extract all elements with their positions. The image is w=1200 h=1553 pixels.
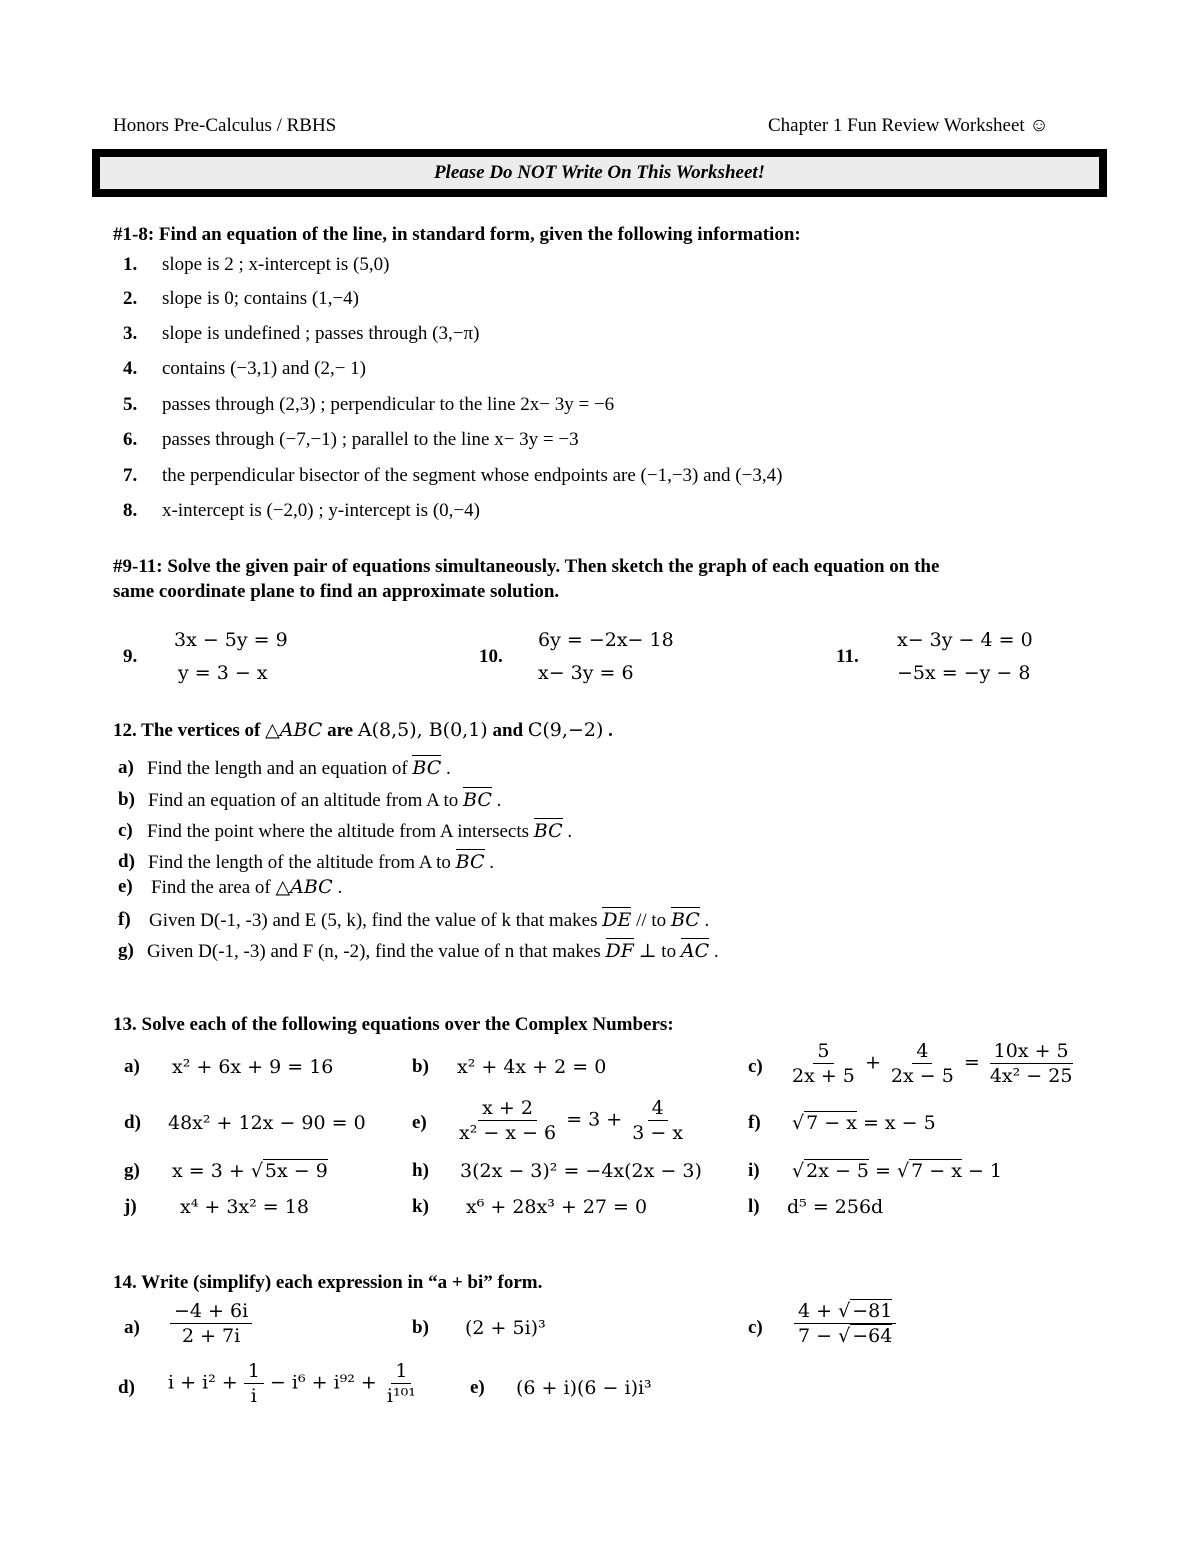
section-4-title: 13. Solve each of the following equations over the Complex Numbers:	[113, 1014, 674, 1035]
denominator: 2x − 5	[890, 1065, 954, 1087]
numerator-lead: 4 +	[798, 1300, 839, 1322]
operator: = 3 +	[566, 1108, 623, 1131]
equation-13a: x² + 6x + 9 = 16	[172, 1056, 334, 1078]
part-label: e)	[470, 1377, 485, 1398]
equation-13k: x⁶ + 28x³ + 27 = 0	[466, 1196, 648, 1218]
item-number: 5.	[123, 394, 138, 415]
system-equation: x− 3y = 6	[538, 662, 634, 684]
part-text	[148, 851, 494, 874]
part-prompt: Find the length and an equation of	[147, 758, 413, 779]
part-label: b)	[118, 789, 135, 810]
part-end: .	[441, 758, 451, 779]
fraction	[628, 1097, 687, 1144]
part-label: e)	[118, 876, 133, 897]
radicand: −81	[852, 1300, 893, 1322]
radical-sign: √	[250, 1160, 263, 1182]
item-number: 3.	[123, 323, 138, 344]
part-label: a)	[124, 1317, 140, 1338]
fraction	[170, 1300, 252, 1347]
equation-13c	[788, 1040, 1076, 1087]
item-number: 4.	[123, 358, 138, 379]
fraction	[887, 1040, 958, 1087]
segment-df: DF	[605, 940, 634, 962]
equation-13j: x⁴ + 3x² = 18	[180, 1196, 309, 1218]
header-course: Honors Pre-Calculus / RBHS	[113, 115, 337, 136]
triangle-abc: △ABC	[275, 876, 333, 898]
part-label: d)	[124, 1112, 141, 1133]
part-prompt: Find the point where the altitude from A intersects	[147, 821, 534, 842]
part-label: f)	[748, 1112, 761, 1133]
item-number: 1.	[123, 254, 138, 275]
equation-13i	[792, 1160, 1002, 1182]
segment-bc: BC	[412, 757, 442, 779]
section-3-title	[113, 719, 613, 742]
equation-rest: − 1	[961, 1160, 1003, 1182]
section-5-title: 14. Write (simplify) each expression in “a + bi” form.	[113, 1272, 543, 1293]
item-number: 6.	[123, 429, 138, 450]
vertex-c: C(9,−2)	[527, 719, 604, 741]
header-title: Chapter 1 Fun Review Worksheet ☺	[768, 115, 1049, 136]
denominator: i	[250, 1385, 257, 1407]
radicand: 5x − 9	[264, 1160, 328, 1182]
denominator: 2 + 7i	[181, 1325, 241, 1347]
part-label: g)	[124, 1160, 140, 1181]
part-text	[148, 789, 501, 812]
parallel-to: // to	[631, 910, 671, 931]
segment-ac: AC	[680, 940, 710, 962]
numerator: 4	[648, 1097, 668, 1121]
numerator	[794, 1300, 896, 1324]
part-label: i)	[748, 1160, 760, 1181]
part-label: a)	[118, 757, 134, 778]
numerator: −4 + 6i	[170, 1300, 252, 1324]
expression-14e: (6 + i)(6 − i)i³	[516, 1377, 652, 1399]
system-equation: x− 3y − 4 = 0	[897, 629, 1033, 651]
part-end: .	[491, 790, 502, 811]
part-label: b)	[412, 1317, 429, 1338]
item-number: 7.	[123, 465, 138, 486]
part-text	[147, 940, 719, 963]
section-3-and: and	[487, 720, 528, 741]
operator: +	[864, 1051, 881, 1074]
part-label: e)	[412, 1112, 427, 1133]
segment-bc: BC	[670, 909, 700, 931]
expression-14a	[170, 1300, 252, 1347]
equation-rest: = x − 5	[856, 1112, 936, 1134]
radical-sign: √	[838, 1300, 851, 1322]
part-end: .	[484, 852, 495, 873]
numerator: 1	[244, 1360, 264, 1384]
segment-bc: BC	[463, 789, 492, 811]
part-label: j)	[124, 1196, 137, 1217]
system-equation: y = 3 − x	[178, 662, 268, 684]
expression-middle: − i⁶ + i⁹² +	[263, 1371, 383, 1394]
part-end: .	[562, 821, 573, 842]
part-end: .	[332, 877, 343, 898]
part-prompt: Given D(-1, -3) and E (5, k), find the value of k that makes	[149, 910, 603, 931]
equation-lead: x = 3 +	[172, 1160, 251, 1182]
item-text: passes through (2,3) ; perpendicular to the line 2x− 3y = −6	[162, 394, 615, 415]
fraction	[986, 1040, 1077, 1087]
denominator	[794, 1324, 896, 1347]
part-text	[151, 876, 342, 899]
part-label: l)	[748, 1196, 760, 1217]
part-label: c)	[118, 820, 133, 841]
system-number: 9.	[123, 646, 138, 667]
item-text: slope is 2 ; x-intercept is (5,0)	[162, 254, 390, 275]
fraction	[788, 1040, 859, 1087]
numerator: 5	[813, 1040, 833, 1064]
operator: =	[963, 1051, 980, 1074]
item-text: slope is 0; contains (1,−4)	[162, 288, 359, 309]
part-prompt: Find the area of	[151, 877, 276, 898]
item-text: slope is undefined ; passes through (3,−π)	[162, 323, 480, 344]
warning-banner-text: Please Do NOT Write On This Worksheet!	[100, 157, 1099, 189]
part-label: h)	[412, 1160, 429, 1181]
equation-13h: 3(2x − 3)² = −4x(2x − 3)	[460, 1160, 702, 1182]
part-prompt: Find the length of the altitude from A to	[148, 852, 456, 873]
part-label: f)	[118, 909, 131, 930]
radicand: 2x − 5	[806, 1160, 870, 1182]
fraction	[794, 1300, 896, 1347]
numerator: 4	[912, 1040, 932, 1064]
equation-13d: 48x² + 12x − 90 = 0	[168, 1112, 366, 1134]
system-9	[174, 624, 288, 690]
expression-14c	[794, 1300, 896, 1347]
section-2-title-line1: #9-11: Solve the given pair of equations simultaneously. Then sketch the graph of each equation on the	[113, 556, 940, 577]
part-end: .	[709, 941, 719, 962]
equation-13e	[455, 1097, 687, 1144]
denominator: 2x + 5	[792, 1065, 855, 1087]
part-prompt: Given D(-1, -3) and F (n, -2), find the value of n that makes	[147, 941, 606, 962]
system-number: 11.	[836, 646, 859, 667]
denominator-lead: 7 −	[798, 1325, 839, 1347]
item-number: 2.	[123, 288, 138, 309]
system-number: 10.	[479, 646, 503, 667]
equation-13g	[172, 1160, 328, 1182]
section-1-title: #1-8: Find an equation of the line, in standard form, given the following information:	[113, 224, 801, 245]
part-text	[147, 820, 572, 843]
section-3-lead: 12. The vertices of	[113, 720, 266, 741]
part-label: k)	[412, 1196, 429, 1217]
part-prompt: Find an equation of an altitude from A to	[148, 790, 464, 811]
radical-sign: √	[897, 1160, 910, 1182]
denominator: i¹⁰¹	[386, 1385, 416, 1407]
part-label: a)	[124, 1056, 140, 1077]
system-equation: −5x = −y − 8	[897, 662, 1031, 684]
equation-13f	[792, 1112, 936, 1134]
expression-lead: i + i² +	[168, 1371, 244, 1394]
radical-sign: √	[792, 1160, 805, 1182]
fraction	[383, 1360, 420, 1407]
fraction	[244, 1360, 264, 1407]
triangle-abc: △ABC	[265, 719, 323, 741]
part-end: .	[699, 910, 710, 931]
denominator: 3 − x	[632, 1122, 684, 1144]
system-11	[897, 624, 1033, 690]
expression-14d	[168, 1360, 420, 1407]
item-number: 8.	[123, 500, 138, 521]
radical-sign: √	[792, 1112, 805, 1134]
part-label: c)	[748, 1056, 763, 1077]
segment-bc: BC	[455, 851, 485, 873]
section-2-title-line2: same coordinate plane to find an approximate solution.	[113, 581, 560, 602]
equation-13l: d⁵ = 256d	[787, 1196, 884, 1218]
section-3-period: .	[603, 720, 613, 741]
vertices-ab: A(8,5), B(0,1)	[357, 719, 488, 741]
equation-13b: x² + 4x + 2 = 0	[457, 1056, 607, 1078]
item-text: the perpendicular bisector of the segment whose endpoints are (−1,−3) and (−3,4)	[162, 465, 783, 486]
numerator: x + 2	[478, 1097, 537, 1121]
item-text: contains (−3,1) and (2,− 1)	[162, 358, 366, 379]
item-text: passes through (−7,−1) ; parallel to the line x− 3y = −3	[162, 429, 579, 450]
perpendicular-to: ⊥ to	[633, 941, 681, 962]
item-text: x-intercept is (−2,0) ; y-intercept is (0,−4)	[162, 500, 480, 521]
system-10	[538, 624, 674, 690]
numerator: 10x + 5	[990, 1040, 1073, 1064]
part-text	[149, 909, 709, 932]
radicand: 7 − x	[806, 1112, 857, 1134]
radicand: 7 − x	[911, 1160, 962, 1182]
section-3-are: are	[322, 720, 358, 741]
denominator: 4x² − 25	[989, 1065, 1073, 1087]
system-equation: 3x − 5y = 9	[174, 629, 288, 651]
part-label: g)	[118, 940, 134, 961]
segment-bc: BC	[533, 820, 563, 842]
warning-banner	[92, 149, 1107, 197]
expression-14b: (2 + 5i)³	[465, 1317, 546, 1339]
system-equation: 6y = −2x− 18	[538, 629, 674, 651]
part-label: c)	[748, 1317, 763, 1338]
part-label: d)	[118, 851, 135, 872]
radicand: −64	[852, 1325, 893, 1347]
equals: =	[869, 1160, 898, 1182]
fraction	[455, 1097, 560, 1144]
segment-de: DE	[602, 909, 632, 931]
radical-sign: √	[838, 1325, 851, 1347]
part-text	[147, 757, 451, 780]
numerator: 1	[391, 1360, 411, 1384]
part-label: d)	[118, 1377, 135, 1398]
part-label: b)	[412, 1056, 429, 1077]
denominator: x² − x − 6	[459, 1122, 557, 1144]
